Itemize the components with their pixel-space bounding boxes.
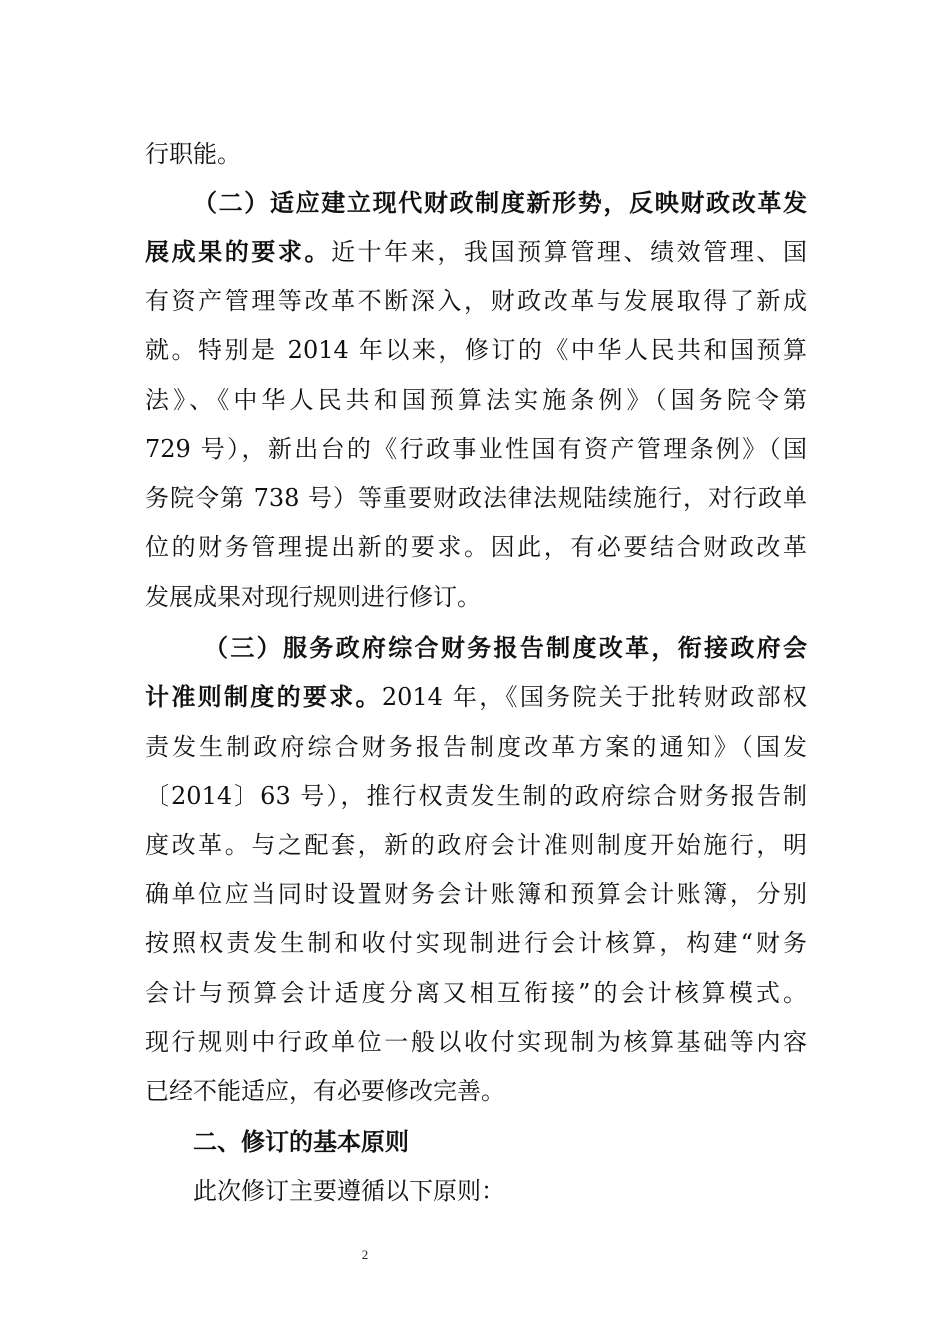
text-line: 法》、《中华人民共和国预算法实施条例》（国务院令第 <box>145 386 807 414</box>
text-line: 展成果的要求。近十年来，我国预算管理、绩效管理、国 <box>145 238 807 266</box>
closing-line: 此次修订主要遵循以下原则： <box>193 1177 505 1205</box>
text-line: 有资产管理等改革不断深入，财政改革与发展取得了新成 <box>145 287 807 315</box>
text-line: 行职能。 <box>145 140 241 168</box>
text-line: 会计与预算会计适度分离又相互衔接”的会计核算模式。 <box>145 979 807 1007</box>
text-line: 已经不能适应，有必要修改完善。 <box>145 1077 505 1105</box>
text-line: 计准则制度的要求。2014 年，《国务院关于批转财政部权 <box>145 683 807 711</box>
text-line: 按照权责发生制和收付实现制进行会计核算，构建“财务 <box>145 929 807 957</box>
subheading-line: （二）适应建立现代财政制度新形势，反映财政改革发 <box>193 189 807 217</box>
text-line: 确单位应当同时设置财务会计账簿和预算会计账簿，分别 <box>145 880 807 908</box>
text-line: 发展成果对现行规则进行修订。 <box>145 583 481 611</box>
subheading-line: （三）服务政府综合财务报告制度改革，衔接政府会 <box>204 634 807 662</box>
text-line: 责发生制政府综合财务报告制度改革方案的通知》（国发 <box>145 733 807 761</box>
text-line: 〔2014〕63 号），推行权责发生制的政府综合财务报告制 <box>145 782 807 810</box>
page-number: 2 <box>361 1247 369 1262</box>
text-line: 就。特别是 2014 年以来，修订的《中华人民共和国预算 <box>145 336 807 364</box>
text-line: 现行规则中行政单位一般以收付实现制为核算基础等内容 <box>145 1028 807 1056</box>
text-line: 务院令第 738 号）等重要财政法律法规陆续施行，对行政单 <box>145 484 807 512</box>
text-line: 位的财务管理提出新的要求。因此，有必要结合财政改革 <box>145 533 807 561</box>
section-heading: 二、修订的基本原则 <box>193 1128 409 1156</box>
text-line: 度改革。与之配套，新的政府会计准则制度开始施行，明 <box>145 831 807 859</box>
text-line: 729 号），新出台的《行政事业性国有资产管理条例》（国 <box>145 435 807 463</box>
